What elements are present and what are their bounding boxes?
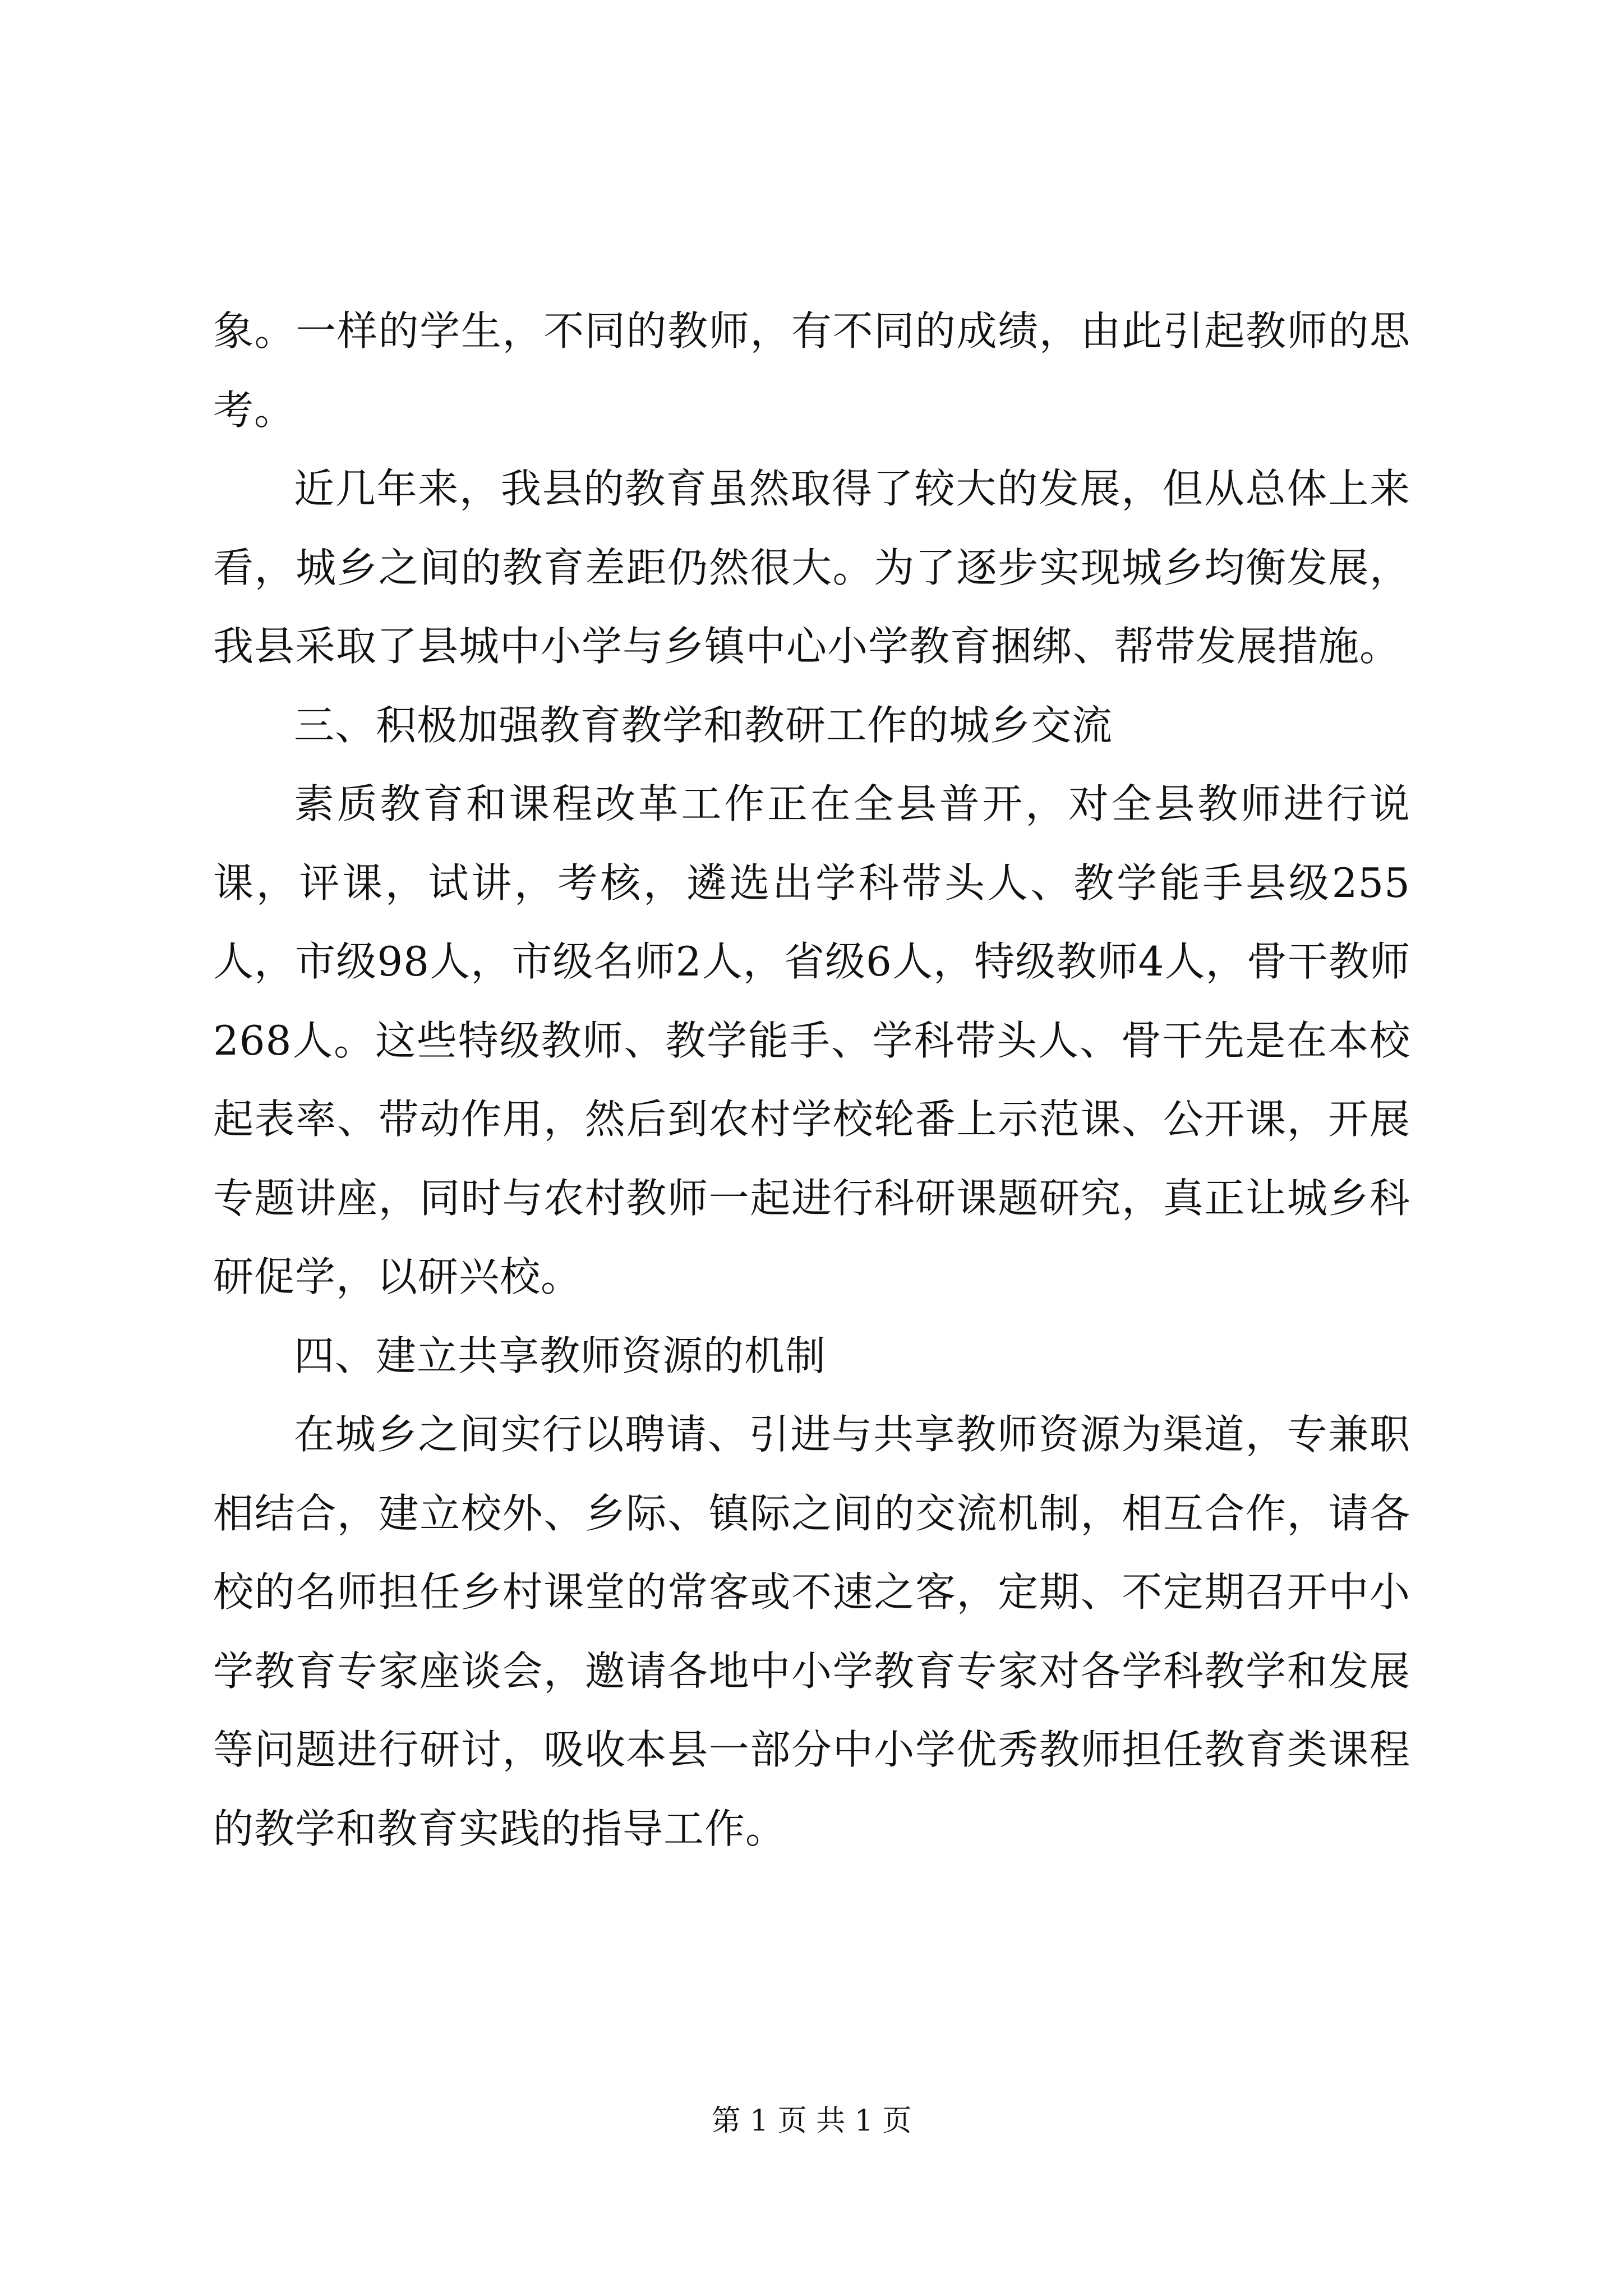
page-footer: 第 1 页 共 1 页 (711, 2104, 912, 2138)
section-heading-3: 三、积极加强教育教学和教研工作的城乡交流 (294, 701, 1113, 749)
section-heading-4: 四、建立共享教师资源的机制 (294, 1332, 827, 1379)
document-body (213, 292, 1410, 1868)
paragraph-quality-education: 素质教育和课程改革工作正在全县普开，对全县教师进行说课，评课，试讲，考核，遴选出学科带头人、教学能手县级255人，市级98人，市级名师2人，省级6人，特级教师4人，骨干教师268人。这些特级教师、教学能手、学科带头人、骨干先是在本校起表率、带动作用，然后到农村学校轮番上示范课、公开课，开展专题讲座，同时与农村教师一起进行科研课题研究，真正让城乡科研促学，以研兴校。 (213, 780, 1410, 1300)
paragraph-development: 近几年来，我县的教育虽然取得了较大的发展，但从总体上来看，城乡之间的教育差距仍然很大。为了逐步实现城乡均衡发展，我县采取了县城中小学与乡镇中心小学教育捆绑、帮带发展措施。 (213, 465, 1410, 670)
paragraph-resource-sharing: 在城乡之间实行以聘请、引进与共享教师资源为渠道，专兼职相结合，建立校外、乡际、镇际之间的交流机制，相互合作，请各校的名师担任乡村课堂的常客或不速之客，定期、不定期召开中小学教育专家座谈会，邀请各地中小学教育专家对各学科教学和发展等问题进行研讨，吸收本县一部分中小学优秀教师担任教育类课程的教学和教育实践的指导工作。 (213, 1411, 1410, 1852)
paragraph-continuation: 象。一样的学生，不同的教师，有不同的成绩，由此引起教师的思考。 (213, 307, 1410, 434)
